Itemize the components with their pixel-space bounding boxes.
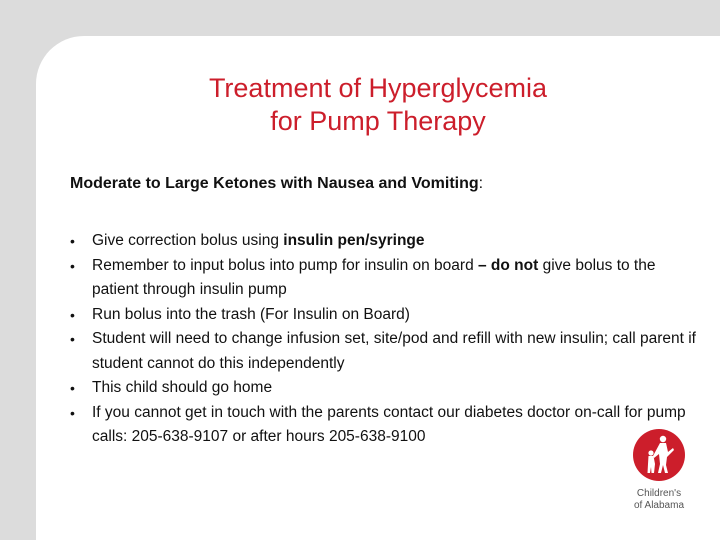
title-line-1: Treatment of Hyperglycemia	[208, 73, 548, 103]
item-text: If you cannot get in touch with the parents contact our diabetes doctor on-call for pump calls: 205-638-9107 or after hours 205-638-9100	[92, 403, 686, 445]
section-heading-text: Moderate to Large Ketones with Nausea and Vomiting	[70, 175, 479, 192]
item-text: Student will need to change infusion set, site/pod and refill with new insulin; call parent if student cannot do this independently	[92, 330, 696, 372]
item-text: Run bolus into the trash (For Insulin on Board)	[92, 305, 410, 323]
list-item	[70, 229, 700, 254]
item-text: Remember to input bolus into pump for insulin on board	[92, 256, 478, 274]
item-text-end: give bolus to the patient through insulin pump	[92, 256, 656, 298]
bullet-icon: •	[70, 306, 75, 323]
bullet-icon: •	[70, 404, 75, 421]
logo-wordmark	[618, 488, 700, 512]
bullet-icon: •	[70, 380, 75, 396]
list-item	[70, 303, 700, 328]
childrens-of-alabama-logo	[618, 428, 700, 518]
bullet-icon: •	[70, 257, 75, 274]
section-heading-colon: :	[478, 175, 484, 192]
logo-line-2: of Alabama	[633, 500, 685, 511]
title-line-2: for Pump Therapy	[270, 106, 486, 136]
item-emphasis: – do not	[478, 256, 539, 274]
instruction-list	[70, 229, 700, 450]
list-item	[70, 254, 700, 303]
item-emphasis: insulin pen/syringe	[283, 232, 425, 249]
logo-line-1: Children's	[636, 488, 682, 499]
slide-title	[36, 72, 720, 138]
children-figures-icon	[632, 428, 686, 482]
item-text: Give correction bolus using	[92, 232, 284, 249]
list-item	[70, 327, 700, 376]
item-text: This child should go home	[92, 379, 273, 396]
bullet-icon: •	[70, 331, 75, 347]
bullet-icon: •	[70, 233, 75, 249]
list-item	[70, 401, 700, 450]
list-item	[70, 376, 700, 401]
section-heading	[70, 175, 483, 193]
